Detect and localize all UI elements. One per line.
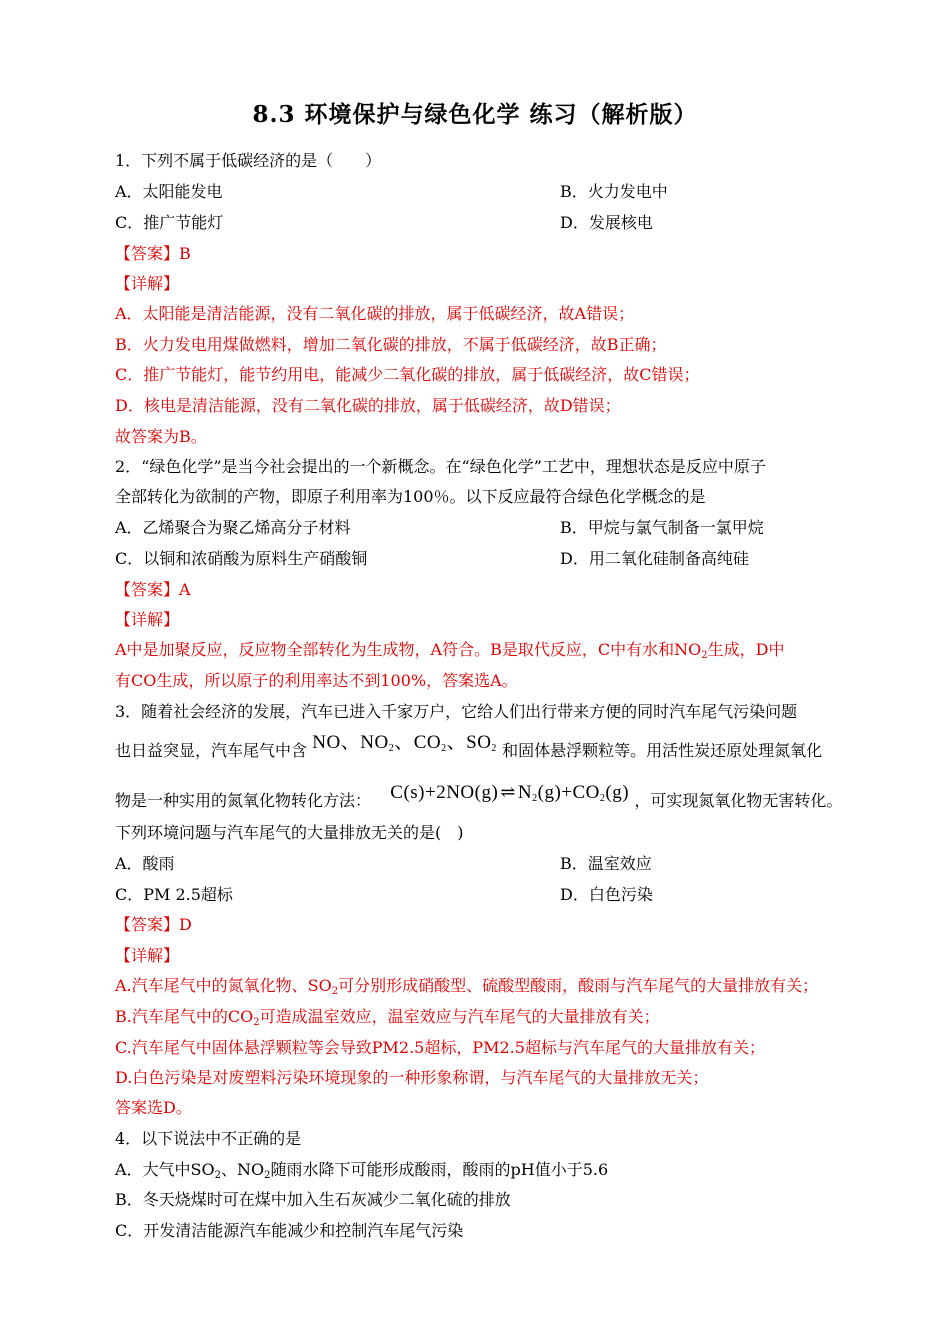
q3-detail-d: D.白色污染是对废塑料污染环境现象的一种形象称谓，与汽车尾气的大量排放无关； [115, 1068, 709, 1087]
q3-options-row1 [115, 853, 835, 875]
q2-option-a: A．乙烯聚合为聚乙烯高分子材料 [115, 518, 351, 537]
q4-option-c: C．开发清洁能源汽车能减少和控制汽车尾气污染 [115, 1221, 464, 1240]
q3-stem-line4: 下列环境问题与汽车尾气的大量排放无关的是( ) [115, 823, 464, 842]
q1-detail-b: B．火力发电用煤做燃料，增加二氧化碳的排放，不属于低碳经济，故B正确； [115, 335, 667, 354]
q2-option-d: D．用二氧化硅制备高纯硅 [560, 549, 749, 568]
q2-detail-line2: 有CO生成，所以原子的利用率达不到100%，答案选A。 [115, 671, 518, 690]
exhaust-gases-formula: NO、$NO_2$、$CO_2$、$SO_2$ [312, 732, 497, 754]
q2-answer: 【答案】A [115, 580, 191, 599]
q2-options-row2 [115, 548, 835, 570]
q1-option-c: C．推广节能灯 [115, 213, 224, 232]
page-title: 8.3 环境保护与绿色化学 练习（解析版） [252, 101, 698, 128]
q2-options-row1 [115, 517, 835, 539]
q1-detail-d: D．核电是清洁能源，没有二氧化碳的排放，属于低碳经济，故D错误； [115, 396, 621, 415]
q3-detail-a: A.汽车尾气中的氮氧化物、$SO_2$可分别形成硝酸型、硫酸型酸雨，酸雨与汽车尾气的大量排放有关； [115, 976, 819, 997]
q2-stem-line2: 全部转化为欲制的产物，即原子利用率为100％。以下反应最符合绿色化学概念的是 [115, 487, 706, 506]
q3-option-c: C．PM 2.5超标 [115, 885, 233, 904]
q1-option-b: B．火力发电中 [560, 182, 668, 201]
q3-stem-line2: 也日益突显，汽车尾气中含 NO、$NO_2$、$CO_2$、$SO_2$ 和固体悬浮颗粒等。用活性炭还原处理氮氧化 [115, 732, 823, 760]
reaction-equation: C(s)+2NO(g) ⇌ $N_2(g)+CO_2(g)$ [390, 782, 630, 804]
q3-detail-label: 【详解】 [115, 946, 180, 965]
q1-detail-a: A．太阳能是清洁能源，没有二氧化碳的排放，属于低碳经济，故A错误； [115, 304, 635, 323]
q3-stem-line1: 3．随着社会经济的发展，汽车已进入千家万户，它给人们出行带来方便的同时汽车尾气污染问题 [115, 702, 798, 721]
q2-option-b: B．甲烷与氯气制备一氯甲烷 [560, 518, 764, 537]
q3-detail-b: B.汽车尾气中的$CO_2$可造成温室效应，温室效应与汽车尾气的大量排放有关； [115, 1007, 660, 1028]
q2-detail-label: 【详解】 [115, 610, 180, 629]
q1-conclusion: 故答案为B。 [115, 427, 207, 446]
q2-stem-line1: 2．“绿色化学”是当今社会提出的一个新概念。在“绿色化学”工艺中，理想状态是反应中原子 [115, 457, 766, 476]
q3-stem-line3: 物是一种实用的氮氧化物转化方法： C(s)+2NO(g) ⇌ $N_2(g)+CO_2(g)$ ，可实现氮氧化物无害转化。 [115, 782, 843, 810]
q3-options-row2 [115, 884, 835, 906]
q1-option-a: A．太阳能发电 [115, 182, 223, 201]
q3-option-b: B．温室效应 [560, 854, 652, 873]
q1-stem: 1．下列不属于低碳经济的是（ ） [115, 151, 382, 170]
q3-option-a: A．酸雨 [115, 854, 175, 873]
q4-stem: 4．以下说法中不正确的是 [115, 1129, 302, 1148]
q4-option-a: A．大气中$SO_2$、$NO_2$随雨水降下可能形成酸雨，酸雨的pH值小于5.6 [115, 1160, 609, 1181]
q1-detail-c: C．推广节能灯，能节约用电，能减少二氧化碳的排放，属于低碳经济，故C错误； [115, 365, 700, 384]
q2-detail-line1: A中是加聚反应，反应物全部转化为生成物，A符合。B是取代反应，C中有水和$NO_2$生成，D中 [115, 640, 785, 661]
q1-answer: 【答案】B [115, 244, 191, 263]
q2-option-c: C．以铜和浓硝酸为原料生产硝酸铜 [115, 549, 368, 568]
q1-options-row1 [115, 181, 835, 203]
q4-option-b: B．冬天烧煤时可在煤中加入生石灰减少二氧化硫的排放 [115, 1190, 511, 1209]
q3-answer: 【答案】D [115, 915, 192, 934]
q3-detail-c: C.汽车尾气中固体悬浮颗粒等会导致PM2.5超标，PM2.5超标与汽车尾气的大量排放有关； [115, 1038, 765, 1057]
q3-conclusion: 答案选D。 [115, 1098, 192, 1117]
q1-detail-label: 【详解】 [115, 274, 180, 293]
q1-option-d: D．发展核电 [560, 213, 653, 232]
q3-option-d: D．白色污染 [560, 885, 653, 904]
q1-options-row2 [115, 212, 835, 234]
